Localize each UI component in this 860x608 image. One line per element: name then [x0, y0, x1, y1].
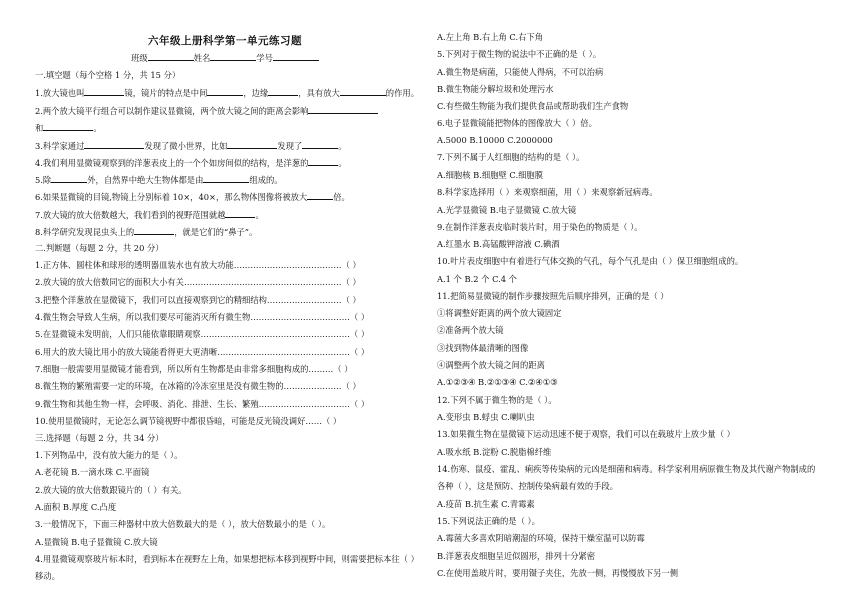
line-text: 和 [35, 123, 44, 133]
line-text: ②准备两个放大镜 [437, 325, 504, 335]
line-text: ①将调整好距离的两个放大镜固定 [437, 308, 562, 318]
line-text: 倍。 [333, 192, 350, 202]
line-text: 移动。 [35, 571, 60, 581]
line-text: 11.把简易显微镜的制作步骤按照先后顺序排列，正确的是（ ） [437, 291, 669, 301]
answer-blank[interactable] [134, 226, 174, 235]
left-line-21 [35, 416, 341, 427]
right-line-10 [437, 187, 658, 198]
line-text: 13.如果微生物在显微镜下运动迅速不便于观察，我们可以在载玻片上放少量（ ） [437, 429, 735, 439]
line-text: 发现了 [277, 141, 303, 151]
name-blank[interactable] [210, 52, 256, 61]
right-line-22 [437, 395, 557, 406]
answer-blank[interactable] [340, 87, 386, 96]
answer-blank[interactable] [302, 140, 338, 149]
line-text: A.疫苗 B.抗生素 C.青霉素 [437, 499, 535, 509]
line-text: 组成的。 [249, 175, 283, 185]
answer-blank[interactable] [227, 140, 277, 149]
left-line-26 [35, 502, 116, 513]
line-text: A.左上角 B.右上角 C.右下角 [437, 32, 544, 42]
line-text: 4.用显微镜观察玻片标本时，看到标本在视野左上角，如果想把标本移到视野中间，则需要把标本往（ ） [35, 554, 419, 564]
line-text: 9.微生物和其他生物一样，会呼吸、消化、排泄、生长、繁殖……………………………（ ） [35, 399, 370, 409]
left-line-17 [35, 347, 369, 358]
line-text: ④调整两个放大镜之间的距离 [437, 360, 545, 370]
right-line-14 [437, 256, 743, 267]
left-line-22 [35, 433, 164, 444]
right-line-25 [437, 447, 551, 458]
left-line-29 [35, 554, 419, 565]
line-text: A.5000 B.10000 C.2000000 [437, 135, 553, 145]
answer-blank[interactable] [84, 87, 124, 96]
left-line-30 [35, 571, 60, 582]
line-text: B.洋葱表皮细胞呈近似圆形，排列十分紧密 [437, 551, 596, 561]
left-line-15 [35, 312, 369, 323]
line-text: 9.在制作洋葱表皮临时装片时，用于染色的物质是（ ）。 [437, 222, 643, 232]
answer-blank[interactable] [207, 87, 243, 96]
line-text: 2.两个放大镜平行组合可以制作建议显微镜，两个放大镜之间的距离会影响 [35, 106, 309, 116]
class-blank[interactable] [148, 52, 194, 61]
right-line-31 [437, 551, 595, 562]
left-line-12 [35, 260, 361, 271]
right-line-23 [437, 412, 535, 423]
line-text: 4.我们利用显微镜观察到的洋葱表皮上的一个个如房间似的结构，是洋葱的 [35, 158, 309, 168]
left-line-27 [35, 519, 330, 530]
line-text: 1.正方体、圆柱体和球形的透明器皿装水也有放大功能…………………………………（ ） [35, 260, 361, 270]
line-text: 8.科学家选择用（ ）来观察细菌，用（ ）来观察新冠病毒。 [437, 187, 658, 197]
line-text: 各种（ ），这是预防、控制传染病最有效的手段。 [437, 481, 619, 491]
left-line-7 [35, 174, 283, 186]
left-line-8 [35, 191, 350, 203]
line-text: 一.填空题（每个空格 1 分，共 15 分） [35, 70, 181, 80]
line-text: 8.微生物的繁殖需要一定的环境，在冰箱的冷冻室里是没有微生物的…………………（ ） [35, 381, 361, 391]
line-text: 。 [338, 158, 347, 168]
line-text: 镜，镜片的特点是中间 [124, 88, 208, 98]
answer-blank[interactable] [307, 191, 333, 200]
line-text: 5.除 [35, 175, 52, 185]
line-text: 。 [338, 141, 347, 151]
line-text: 15.下列说法正确的是（ ）。 [437, 516, 540, 526]
left-line-1 [35, 70, 180, 81]
line-text: 6.如果显微镜的目镜,物镜上分别标着 10×，40×，那么物体图像将被放大 [35, 192, 308, 202]
line-text: A.霉菌大多喜欢阴暗潮湿的环境，保持干燥室温可以防霉 [437, 533, 645, 543]
line-text: 4.微生物会导致人生病，所以我们要尽可能消灭所有微生物………………………………（ ） [35, 312, 370, 322]
line-text: 3.科学家通过 [35, 141, 85, 151]
line-text: 3.一般情况下，下面三种器材中放大倍数最大的是（ ），放大倍数最小的是（ ）。 [35, 519, 331, 529]
right-line-6 [437, 118, 597, 129]
left-line-18 [35, 364, 353, 375]
line-text: 外，自然界中绝大生物体都是由 [87, 175, 204, 185]
answer-blank[interactable] [203, 174, 249, 183]
right-line-5 [437, 101, 628, 112]
line-text: 2.放大镜的放大倍数同它的面积大小有关…………………………………………………（ ） [35, 277, 361, 287]
line-text: A.显微镜 B.电子显微镜 C.放大镜 [35, 537, 158, 547]
line-text: A.1 个 B.2 个 C.4 个 [437, 274, 517, 284]
left-line-14 [35, 295, 361, 306]
line-text: 7.下列不属于人红细胞的结构的是（ ）。 [437, 152, 585, 162]
right-line-15 [437, 274, 517, 285]
line-text: 14.伤寒、鼠疫、霍乱、痢疾等传染病的元凶是细菌和病毒。科学家利用病原微生物及其代谢产物制成的 [437, 464, 816, 474]
left-line-20 [35, 399, 369, 410]
right-line-32 [437, 568, 678, 579]
name-label: 姓名 [193, 53, 211, 63]
right-line-4 [437, 84, 554, 95]
line-text: 7.放大镜的放大倍数越大，我们看到的视野范围就越 [35, 210, 226, 220]
line-text: 发现了微小世界，比如 [144, 141, 228, 151]
left-line-13 [35, 277, 361, 288]
answer-blank[interactable] [268, 87, 298, 96]
answer-blank[interactable] [84, 140, 144, 149]
right-line-20 [437, 360, 545, 371]
line-text: 12.下列不属于微生物的是（ ）。 [437, 395, 557, 405]
right-line-12 [437, 222, 643, 233]
line-text: ，就是它们的“鼻子”。 [174, 227, 258, 237]
right-line-26 [437, 464, 815, 475]
right-line-2 [437, 49, 601, 60]
class-label: 班级 [131, 53, 148, 63]
line-text: 。 [93, 123, 102, 133]
right-line-19 [437, 343, 528, 354]
line-text: 7.细胞一般需要用显微镜才能看到，所以所有生物都是由非常多细胞构成的………（ ） [35, 364, 353, 374]
line-text: A.变形虫 B.蜉虫 C.喇叭虫 [437, 412, 535, 422]
line-text: 8.科学研究发现昆虫头上的 [35, 227, 135, 237]
id-blank[interactable] [273, 52, 319, 61]
line-text: 6.用大的放大镜比用小的放大镜能看得更大更清晰…………………………………………（ ） [35, 347, 370, 357]
right-line-29 [437, 516, 540, 527]
line-text: A.老花镜 B.一滴水珠 C.平面镜 [35, 467, 150, 477]
left-line-25 [35, 485, 187, 496]
line-text: A.细胞核 B.细胞壁 C.细胞膜 [437, 170, 544, 180]
line-text: 二.判断题（每题 2 分，共 20 分） [35, 243, 164, 253]
line-text: 3.把整个洋葱放在显微镜下，我们可以直接观察到它的精细结构………………………（ ） [35, 295, 361, 305]
right-line-13 [437, 239, 560, 250]
right-line-9 [437, 170, 543, 181]
answer-blank[interactable] [308, 157, 338, 166]
left-line-6 [35, 157, 347, 169]
left-line-4 [35, 122, 102, 134]
line-text: 2.放大镜的放大倍数跟镜片的（ ）有关。 [35, 485, 187, 495]
line-text: ，具有放大 [298, 88, 340, 98]
left-line-19 [35, 381, 361, 392]
student-info-line [35, 52, 415, 64]
line-text: 5.在显微镜未发明前，人们只能依靠眼睛观察………………………………………………（ ） [35, 329, 370, 339]
line-text: A.①②③④ B.②①③④ C.②④①③ [437, 377, 558, 387]
left-line-10 [35, 226, 257, 238]
line-text: C.在使用盖玻片时，要用镊子夹住，先放一侧，再慢慢放下另一侧 [437, 568, 679, 578]
line-text: 三.选择题（每题 2 分，共 34 分） [35, 433, 164, 443]
answer-blank[interactable] [225, 209, 255, 218]
line-text: B.微生物能分解垃圾和处理污水 [437, 84, 554, 94]
right-line-21 [437, 377, 558, 388]
right-line-17 [437, 308, 561, 319]
right-line-18 [437, 325, 503, 336]
left-line-16 [35, 329, 369, 340]
right-line-27 [437, 481, 618, 492]
line-text: 5.下列对于微生物的说法中不正确的是（ ）。 [437, 49, 602, 59]
right-line-1 [437, 32, 543, 43]
answer-blank[interactable] [51, 174, 87, 183]
left-line-5 [35, 140, 347, 152]
line-text: ，边缘 [243, 88, 269, 98]
right-line-3 [437, 67, 603, 78]
line-text: A.吸水纸 B.淀粉 C.脱脂棉纤维 [437, 447, 552, 457]
line-text: 1.下列物品中，没有放大能力的是（ ）。 [35, 450, 183, 460]
line-text: A.光学显微镜 B.电子显微镜 C.放大镜 [437, 205, 577, 215]
right-line-30 [437, 533, 645, 544]
right-line-28 [437, 499, 535, 510]
left-line-28 [35, 537, 158, 548]
line-text: 10.叶片表皮细胞中有着进行气体交换的气孔，每个气孔是由（ ）保卫细胞组成的。 [437, 256, 744, 266]
page-title: 六年级上册科学第一单元练习题 [148, 35, 302, 47]
line-text: 。 [255, 210, 264, 220]
line-text: A.红墨水 B.高锰酸钾溶液 C.碘酒 [437, 239, 560, 249]
line-text: A.面积 B.厚度 C.凸度 [35, 502, 117, 512]
left-line-9 [35, 209, 264, 221]
left-line-2 [35, 87, 419, 99]
right-line-8 [437, 152, 584, 163]
left-line-3 [35, 105, 378, 117]
right-line-24 [437, 429, 735, 440]
line-text: A.微生物是病菌，只能使人得病，不可以治病 [437, 67, 604, 77]
left-line-11 [35, 243, 164, 254]
answer-blank[interactable] [308, 105, 378, 114]
line-text: 10.使用显微镜时，无论怎么调节镜视野中都很昏暗，可能是反光镜没调好……（ ） [35, 416, 342, 426]
left-line-24 [35, 467, 149, 478]
line-text: ③找到物体最清晰的图像 [437, 343, 529, 353]
line-text: 1.放大镜也叫 [35, 88, 85, 98]
line-text: C.有些微生物能为我们提供食品或帮助我们生产食物 [437, 101, 629, 111]
right-line-7 [437, 135, 553, 146]
right-line-11 [437, 205, 576, 216]
line-text: 的作用。 [385, 88, 419, 98]
answer-blank[interactable] [43, 122, 93, 131]
id-label: 学号 [256, 53, 273, 63]
left-line-23 [35, 450, 182, 461]
line-text: 6.电子显微镜能把物体的图像放大（ ）倍。 [437, 118, 597, 128]
right-line-16 [437, 291, 669, 302]
